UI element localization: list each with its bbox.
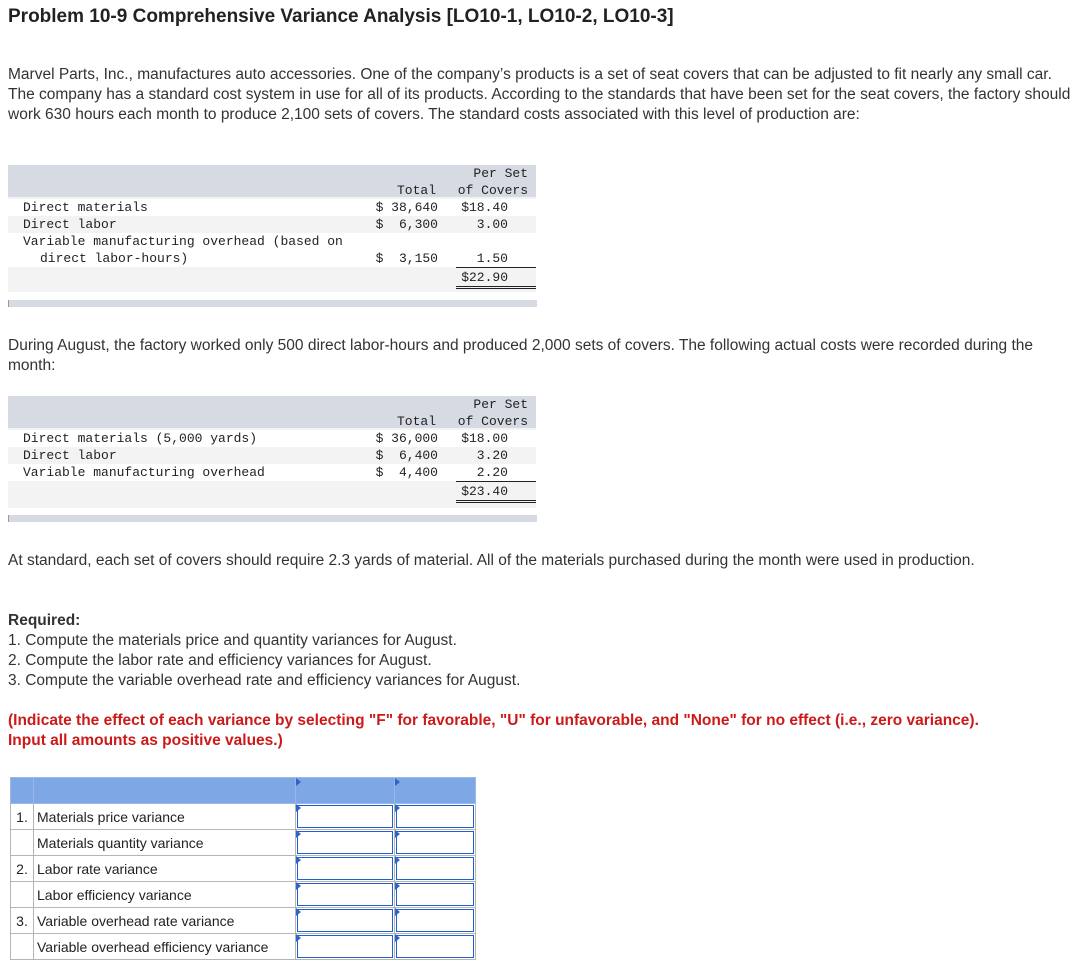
std-row-label: Direct labor — [23, 217, 117, 232]
overhead-efficiency-amount-input[interactable] — [297, 935, 393, 958]
std-row-total: $ 38,640 — [375, 200, 438, 215]
materials-price-effect-select[interactable] — [396, 805, 474, 828]
act-row-label: Variable manufacturing overhead — [23, 465, 265, 480]
act-col-total: Total — [396, 414, 436, 429]
std-row-label: Direct materials — [23, 200, 148, 215]
std-col-perset-2: of Covers — [457, 183, 528, 198]
std-row-label-cont: direct labor-hours) — [40, 251, 189, 266]
input-marker-icon — [296, 856, 301, 864]
column-marker-icon — [395, 778, 400, 786]
row-number: 3. — [11, 908, 34, 934]
required-heading: Required: — [8, 612, 81, 629]
input-marker-icon — [296, 830, 301, 838]
standard-cost-table — [8, 165, 536, 292]
row-label: Variable overhead efficiency variance — [34, 934, 296, 960]
std-grand-total: $22.90 — [456, 269, 536, 289]
act-row-total: $ 6,400 — [375, 448, 438, 463]
answer-table — [10, 777, 476, 960]
input-marker-icon — [395, 856, 400, 864]
input-marker-icon — [395, 804, 400, 812]
standard-table-footer — [8, 300, 536, 308]
std-row-total: $ 3,150 — [375, 251, 438, 266]
act-grand-total: $23.40 — [456, 483, 536, 503]
august-paragraph: During August, the factory worked only 500 direct labor-hours and produced 2,000 sets of covers. The following actual costs were recorded during the month: — [8, 337, 1034, 374]
page-title: Problem 10-9 Comprehensive Variance Analysis [LO10-1, LO10-2, LO10-3] — [8, 6, 674, 27]
input-marker-icon — [395, 908, 400, 916]
std-row-perset: 1.50 — [456, 250, 536, 268]
row-label: Labor rate variance — [34, 856, 296, 882]
overhead-rate-effect-select[interactable] — [396, 909, 474, 932]
act-row-perset: 3.20 — [476, 448, 508, 463]
intro-paragraph: Marvel Parts, Inc., manufactures auto accessories. One of the company’s products is a set of seat covers that can be adjusted to fit nearly any small car. The company has a standard cost system in use for all of its products. According to the standards that have been set for the seat covers, the factory should work 630 hours each month to produce 2,100 sets of covers. The standard costs associated with this level of production are: — [8, 66, 1071, 123]
required-item: 3. Compute the variable overhead rate and efficiency variances for August. — [8, 672, 521, 689]
input-marker-icon — [395, 934, 400, 942]
row-number: 1. — [11, 804, 34, 830]
overhead-efficiency-effect-select[interactable] — [396, 935, 474, 958]
act-row-label: Direct materials (5,000 yards) — [23, 431, 258, 446]
column-marker-icon — [296, 778, 301, 786]
act-row-perset: $18.00 — [461, 431, 508, 446]
input-marker-icon — [395, 882, 400, 890]
std-row-perset: 3.00 — [476, 217, 508, 232]
materials-price-amount-input[interactable] — [297, 805, 393, 828]
row-number: 2. — [11, 856, 34, 882]
row-label: Labor efficiency variance — [34, 882, 296, 908]
table-row — [11, 830, 476, 856]
row-label: Variable overhead rate variance — [34, 908, 296, 934]
act-row-total: $ 4,400 — [375, 465, 438, 480]
std-col-total: Total — [396, 183, 436, 198]
labor-efficiency-amount-input[interactable] — [297, 883, 393, 906]
materials-quantity-amount-input[interactable] — [297, 831, 393, 854]
std-row-total: $ 6,300 — [375, 217, 438, 232]
effect-column-header — [395, 778, 476, 804]
answer-header-row — [11, 778, 476, 804]
labor-rate-amount-input[interactable] — [297, 857, 393, 880]
table-row — [11, 856, 476, 882]
row-number — [11, 882, 34, 908]
input-marker-icon — [296, 882, 301, 890]
act-row-perset: 2.20 — [456, 464, 536, 482]
amount-column-header — [296, 778, 395, 804]
input-marker-icon — [296, 934, 301, 942]
input-marker-icon — [296, 908, 301, 916]
overhead-rate-amount-input[interactable] — [297, 909, 393, 932]
required-item: 1. Compute the materials price and quantity variances for August. — [8, 632, 457, 649]
row-label: Materials price variance — [34, 804, 296, 830]
act-row-total: $ 36,000 — [375, 431, 438, 446]
materials-quantity-effect-select[interactable] — [396, 831, 474, 854]
act-col-perset-1: Per Set — [473, 397, 528, 412]
input-marker-icon — [296, 804, 301, 812]
std-col-perset-1: Per Set — [473, 166, 528, 181]
std-row-label: Variable manufacturing overhead (based on — [23, 234, 343, 249]
actual-table-footer — [8, 515, 536, 523]
standard-quantity-paragraph: At standard, each set of covers should require 2.3 yards of material. All of the materials purchased during the month were used in production. — [8, 552, 975, 569]
labor-efficiency-effect-select[interactable] — [396, 883, 474, 906]
std-row-perset: $18.40 — [461, 200, 508, 215]
required-item: 2. Compute the labor rate and efficiency variances for August. — [8, 652, 432, 669]
act-row-label: Direct labor — [23, 448, 117, 463]
row-number — [11, 934, 34, 960]
table-row — [11, 934, 476, 960]
table-row — [11, 882, 476, 908]
instruction-note: (Indicate the effect of each variance by selecting "F" for favorable, "U" for unfavorable, and "None" for no effect (i.e., zero variance). Input all amounts as positive values.) — [8, 712, 979, 749]
table-row — [11, 908, 476, 934]
table-row — [11, 804, 476, 830]
row-label: Materials quantity variance — [34, 830, 296, 856]
input-marker-icon — [395, 830, 400, 838]
actual-cost-table — [8, 396, 536, 508]
labor-rate-effect-select[interactable] — [396, 857, 474, 880]
act-col-perset-2: of Covers — [457, 414, 528, 429]
row-number — [11, 830, 34, 856]
